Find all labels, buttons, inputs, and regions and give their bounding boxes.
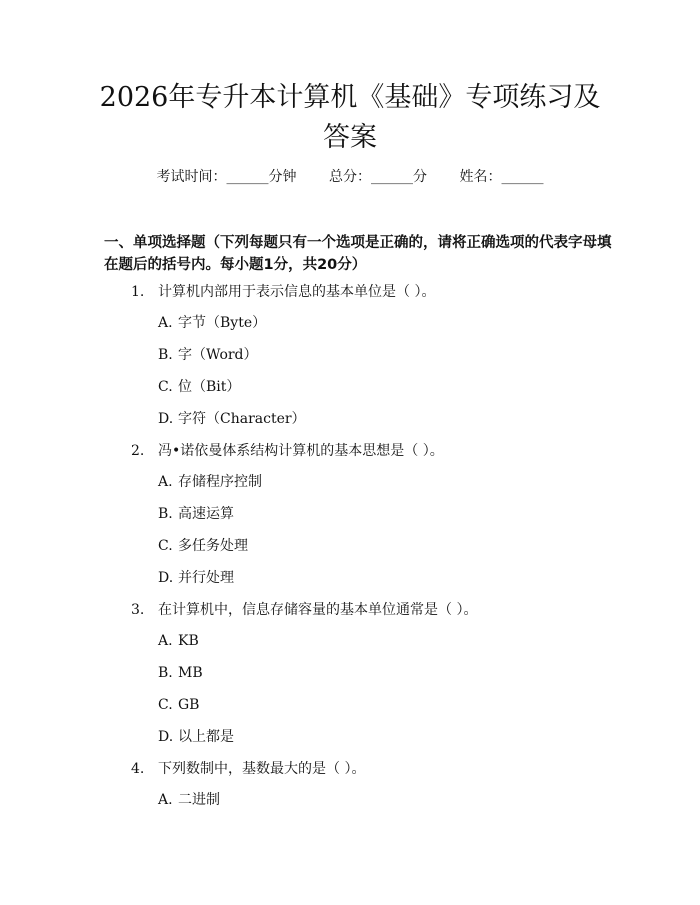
option-letter: C.	[158, 538, 173, 554]
option-1a	[158, 313, 266, 333]
question-number: 1.	[131, 284, 145, 300]
page-title: 2026年专升本计算机《基础》专项练习及答案	[99, 82, 601, 153]
option-letter: A.	[158, 474, 173, 490]
option-3c	[158, 695, 199, 715]
option-text: 高速运算	[178, 506, 234, 522]
question-1	[131, 282, 435, 302]
option-letter: D.	[158, 570, 174, 586]
option-3a	[158, 631, 199, 651]
question-number: 2.	[131, 443, 145, 459]
option-letter: C.	[158, 379, 173, 395]
option-letter: B.	[158, 506, 173, 522]
option-3d	[158, 727, 234, 747]
option-text: 多任务处理	[178, 538, 248, 554]
option-letter: A.	[158, 315, 173, 331]
question-number: 3.	[131, 602, 145, 618]
question-2	[131, 441, 444, 461]
exam-meta	[0, 167, 700, 187]
option-2b	[158, 504, 234, 524]
option-letter: D.	[158, 411, 174, 427]
option-text: 位（Bit）	[178, 379, 241, 395]
option-letter: A.	[158, 633, 173, 649]
question-text: 下列数制中，基数最大的是（ ）。	[158, 761, 366, 777]
question-number: 4.	[131, 761, 145, 777]
option-text: 字（Word）	[178, 347, 258, 363]
question-3	[131, 600, 477, 620]
option-letter: B.	[158, 347, 173, 363]
question-text: 冯•诺依曼体系结构计算机的基本思想是（ ）。	[158, 443, 444, 459]
section-heading: 一、单项选择题（下列每题只有一个选项是正确的，请将正确选项的代表字母填在题后的括号内。每小题1分，共20分）	[104, 235, 612, 273]
option-text: KB	[178, 633, 199, 649]
question-text: 计算机内部用于表示信息的基本单位是（ ）。	[158, 284, 436, 300]
option-text: 字节（Byte）	[178, 315, 267, 331]
option-letter: B.	[158, 665, 173, 681]
option-letter: C.	[158, 697, 173, 713]
option-text: 二进制	[178, 792, 220, 808]
option-4a	[158, 790, 220, 810]
option-text: MB	[178, 665, 203, 681]
exam-score: 总分：______分	[329, 169, 427, 185]
option-1b	[158, 345, 258, 365]
option-1c	[158, 377, 240, 397]
exam-time: 考试时间：______分钟	[156, 169, 297, 185]
option-text: 存储程序控制	[178, 474, 262, 490]
option-2a	[158, 472, 262, 492]
option-letter: A.	[158, 792, 173, 808]
option-2c	[158, 536, 248, 556]
option-3b	[158, 663, 203, 683]
question-text: 在计算机中，信息存储容量的基本单位通常是（ ）。	[158, 602, 478, 618]
option-text: GB	[178, 697, 200, 713]
option-text: 字符（Character）	[178, 411, 306, 427]
option-letter: D.	[158, 729, 174, 745]
option-1d	[158, 409, 306, 429]
option-2d	[158, 568, 234, 588]
option-text: 并行处理	[178, 570, 234, 586]
question-4	[131, 759, 365, 779]
student-name: 姓名：______	[459, 169, 544, 185]
option-text: 以上都是	[178, 729, 234, 745]
